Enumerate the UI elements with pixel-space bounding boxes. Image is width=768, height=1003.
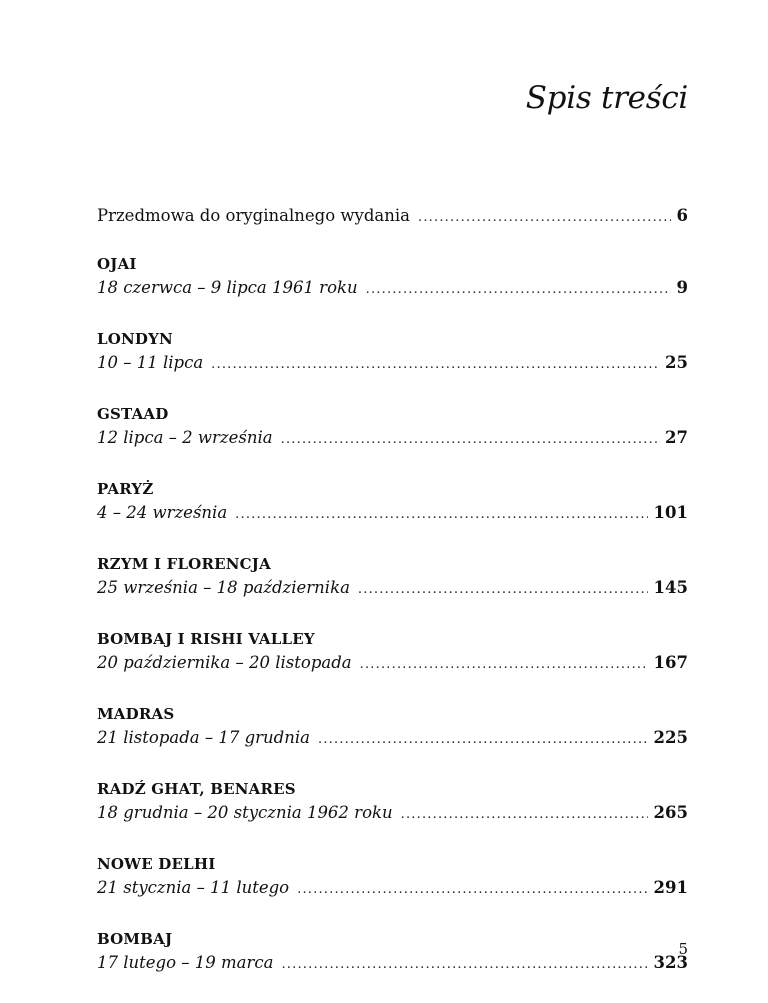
toc-line xyxy=(97,875,688,901)
dot-leader xyxy=(360,652,648,678)
toc-page-number: 167 xyxy=(653,653,688,672)
toc-page-number: 291 xyxy=(653,878,688,897)
toc-section-heading: BOMBAJ xyxy=(97,930,173,948)
toc-section-heading: RADŹ GHAT, BENARES xyxy=(97,780,296,798)
toc-section-dates: 21 stycznia – 11 lutego xyxy=(97,878,290,897)
toc-entry-section[interactable] xyxy=(97,628,688,676)
toc-section-dates: 20 października – 20 listopada xyxy=(97,653,352,672)
toc-page-number: 6 xyxy=(676,206,688,225)
toc-line xyxy=(97,350,688,376)
toc-page-number: 27 xyxy=(665,428,688,447)
toc-section-dates: 18 czerwca – 9 lipca 1961 roku xyxy=(97,278,358,297)
toc-entry-section[interactable] xyxy=(97,703,688,751)
toc-page-number: 225 xyxy=(653,728,688,747)
toc-section-dates: 4 – 24 września xyxy=(97,503,228,522)
dot-leader xyxy=(358,577,648,603)
toc-entry-section[interactable] xyxy=(97,853,688,901)
toc-section-heading: BOMBAJ I RISHI VALLEY xyxy=(97,630,315,648)
toc-page-number: 323 xyxy=(653,953,688,972)
toc-section-heading: OJAI xyxy=(97,255,137,273)
dot-leader xyxy=(235,502,647,528)
dot-leader xyxy=(281,427,659,453)
dot-leader xyxy=(401,802,648,828)
toc-page-number: 9 xyxy=(676,278,688,297)
dot-leader xyxy=(318,727,648,753)
toc-section-heading: RZYM I FLORENCJA xyxy=(97,555,271,573)
toc-section-dates: 21 listopada – 17 grudnia xyxy=(97,728,310,747)
toc-entry-section[interactable] xyxy=(97,553,688,601)
dot-leader xyxy=(297,877,647,903)
toc-entry-section[interactable] xyxy=(97,403,688,451)
toc-entry-preface[interactable] xyxy=(97,203,688,229)
toc-section-heading: MADRAS xyxy=(97,705,175,723)
toc-page-number: 101 xyxy=(653,503,688,522)
toc-section-dates: 12 lipca – 2 września xyxy=(97,428,273,447)
toc-section-heading: NOWE DELHI xyxy=(97,855,216,873)
toc-section-dates: 25 września – 18 października xyxy=(97,578,350,597)
toc-section-heading: PARYŻ xyxy=(97,480,154,498)
table-of-contents xyxy=(97,203,688,1003)
toc-entry-section[interactable] xyxy=(97,478,688,526)
toc-entry-section[interactable] xyxy=(97,328,688,376)
toc-line xyxy=(97,275,688,301)
toc-section-dates: 17 lutego – 19 marca xyxy=(97,953,274,972)
toc-page-number: 145 xyxy=(653,578,688,597)
toc-section-heading: GSTAAD xyxy=(97,405,169,423)
toc-line xyxy=(97,725,688,751)
dot-leader xyxy=(366,277,671,303)
toc-entry-section[interactable] xyxy=(97,778,688,826)
toc-line xyxy=(97,800,688,826)
folio-page-number: 5 xyxy=(678,940,688,958)
toc-line xyxy=(97,203,688,229)
toc-line xyxy=(97,500,688,526)
toc-page-number: 25 xyxy=(665,353,688,372)
toc-entry-label: Przedmowa do oryginalnego wydania xyxy=(97,206,410,225)
toc-page-number: 265 xyxy=(653,803,688,822)
toc-line xyxy=(97,650,688,676)
toc-section-dates: 18 grudnia – 20 stycznia 1962 roku xyxy=(97,803,393,822)
toc-line xyxy=(97,950,688,976)
page-title: Spis treści xyxy=(525,80,688,116)
toc-section-dates: 10 – 11 lipca xyxy=(97,353,204,372)
toc-entry-section[interactable] xyxy=(97,253,688,301)
toc-line xyxy=(97,575,688,601)
dot-leader xyxy=(211,352,659,378)
dot-leader xyxy=(418,205,671,231)
dot-leader xyxy=(281,952,647,978)
toc-line xyxy=(97,425,688,451)
toc-section-heading: LONDYN xyxy=(97,330,173,348)
toc-entry-section[interactable] xyxy=(97,928,688,976)
